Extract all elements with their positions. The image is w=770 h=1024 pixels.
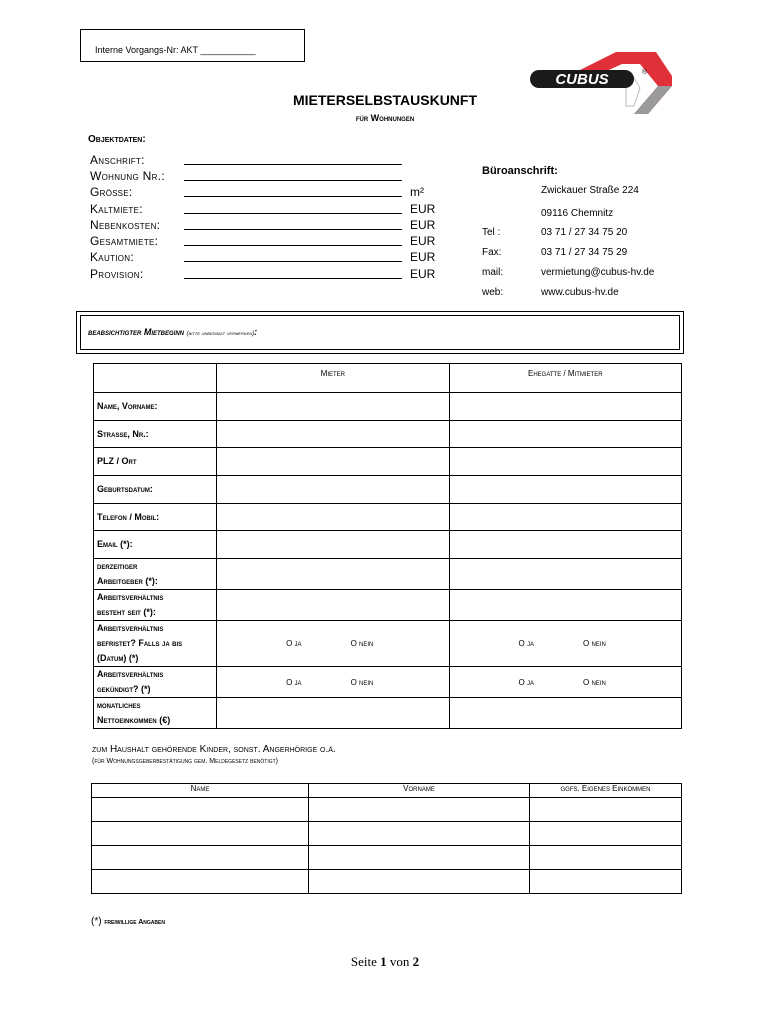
option-yes-tenant-limited[interactable]: O ja [286, 639, 302, 648]
cell-partner-employment-terminated [449, 667, 681, 698]
field-label-total-rent: Gesamtmiete: [90, 234, 159, 248]
object-section-heading: Objektdaten: [88, 134, 146, 145]
field-line-address[interactable] [184, 163, 402, 165]
row-label-limited-line3: (Datum) (*) [97, 653, 139, 663]
column-header-partner: Ehegatte / Mitmieter [449, 364, 681, 393]
cell-partner-birthdate[interactable] [449, 476, 681, 504]
footnote-mark: (*) [91, 916, 102, 927]
cell-tenant-email[interactable] [217, 531, 449, 559]
tenant-table-corner [94, 364, 217, 393]
cell-partner-employment-since[interactable] [449, 590, 681, 621]
office-street: Zwickauer Straße 224 [541, 185, 639, 196]
children-section-title: zum Haushalt gehörende Kinder, sonst. Angerhörige o.ä. [92, 744, 336, 755]
table-cell[interactable] [530, 798, 682, 822]
field-label-service-charges: Nebenkosten: [90, 218, 161, 232]
field-unit-size: m² [410, 185, 424, 199]
row-label-income-line2: Nettoeinkommen (€) [97, 715, 171, 725]
row-label-phone: Telefon / Mobil: [94, 504, 217, 531]
office-address-title: Büroanschrift: [482, 165, 558, 177]
row-label-income-line1: monatliches [97, 700, 141, 710]
cell-tenant-birthdate[interactable] [217, 476, 449, 504]
move-in-date-label [88, 327, 257, 337]
column-header-own-income: ggfs. Eigenes Einkommen [530, 784, 682, 798]
row-label-limited-line2: befristet? Falls ja bis [97, 638, 183, 648]
option-yes-tenant-terminated[interactable]: O ja [286, 677, 302, 687]
cell-partner-email[interactable] [449, 531, 681, 559]
field-line-apartment-number[interactable] [184, 179, 402, 181]
reference-number-label: Interne Vorgangs-Nr: AKT ___________ [95, 45, 256, 55]
office-city: 09116 Chemnitz [541, 208, 614, 219]
row-label-birthdate: Geburtsdatum: [94, 476, 217, 504]
field-unit-deposit: EUR [410, 250, 436, 264]
option-no-partner-terminated[interactable]: O nein [583, 677, 606, 687]
row-label-net-income [94, 698, 217, 729]
table-cell[interactable] [92, 798, 309, 822]
move-in-label-text: beabsichtigter Mietbeginn [88, 327, 185, 337]
cell-partner-phone[interactable] [449, 504, 681, 531]
office-fax-label: Fax: [482, 247, 502, 258]
row-label-employment-since [94, 590, 217, 621]
row-label-employment-limited [94, 621, 217, 667]
page-current: 1 [380, 954, 387, 969]
option-yes-partner-limited[interactable]: O ja [518, 639, 534, 648]
office-phone-value: 03 71 / 27 34 75 20 [541, 227, 628, 238]
field-line-service-charges[interactable] [184, 228, 402, 230]
row-label-since-line1: Arbeitsverhältnis [97, 592, 164, 602]
page-number [0, 954, 770, 970]
cell-tenant-phone[interactable] [217, 504, 449, 531]
table-cell[interactable] [92, 846, 309, 870]
field-unit-commission: EUR [410, 267, 436, 281]
cell-tenant-street[interactable] [217, 421, 449, 448]
voluntary-footnote [91, 916, 165, 927]
cell-tenant-net-income[interactable] [217, 698, 449, 729]
row-label-street: Straße, Nr.: [94, 421, 217, 448]
office-web-value[interactable]: www.cubus-hv.de [541, 287, 619, 298]
cell-partner-name[interactable] [449, 393, 681, 421]
column-header-firstname: Vorname [309, 784, 530, 798]
table-cell[interactable] [530, 846, 682, 870]
children-section-note: (für Wohnungsgeberbestätigung gem. Meldegesetz benötigt) [92, 758, 279, 765]
table-cell[interactable] [309, 798, 530, 822]
row-label-limited-line1: Arbeitsverhältnis [97, 623, 164, 633]
field-label-size: Größe: [90, 185, 133, 199]
cell-partner-street[interactable] [449, 421, 681, 448]
office-web-label: web: [482, 287, 504, 298]
row-label-email: Email (*): [94, 531, 217, 559]
reference-number-box [80, 29, 305, 62]
cell-partner-employer[interactable] [449, 559, 681, 590]
field-line-size[interactable] [184, 195, 402, 197]
field-unit-total-rent: EUR [410, 234, 436, 248]
field-line-base-rent[interactable] [184, 212, 402, 214]
option-no-tenant-terminated[interactable]: O nein [350, 677, 374, 687]
tenant-data-table [93, 363, 682, 729]
logo-text: CUBUS [555, 71, 609, 88]
row-label-city: PLZ / Ort [94, 448, 217, 476]
cell-tenant-employment-limited [217, 621, 449, 667]
cell-partner-city[interactable] [449, 448, 681, 476]
page-total: 2 [412, 954, 420, 969]
table-cell[interactable] [92, 870, 309, 894]
table-cell[interactable] [309, 870, 530, 894]
option-no-partner-limited[interactable]: O nein [583, 639, 606, 648]
cell-partner-net-income[interactable] [449, 698, 681, 729]
office-fax-value: 03 71 / 27 34 75 29 [541, 247, 628, 258]
row-label-employer-line2: Arbeitgeber (*): [97, 576, 158, 586]
field-label-commission: Provision: [90, 267, 144, 281]
office-phone-label: Tel : [482, 227, 501, 238]
option-no-tenant-limited[interactable]: O nein [350, 639, 374, 648]
field-line-total-rent[interactable] [184, 244, 402, 246]
table-cell[interactable] [309, 822, 530, 846]
move-in-label-colon: : [254, 327, 258, 337]
office-mail-value[interactable]: vermietung@cubus-hv.de [541, 267, 655, 278]
row-label-employment-terminated [94, 667, 217, 698]
table-cell[interactable] [92, 822, 309, 846]
table-cell[interactable] [309, 846, 530, 870]
cell-tenant-employer[interactable] [217, 559, 449, 590]
page-prefix: Seite [350, 954, 377, 969]
cell-tenant-name[interactable] [217, 393, 449, 421]
document-subtitle: für Wohnungen [355, 113, 415, 123]
field-label-apartment-number: Wohnung Nr.: [90, 169, 165, 183]
cell-tenant-city[interactable] [217, 448, 449, 476]
table-cell[interactable] [530, 870, 682, 894]
row-label-terminated-line1: Arbeitsverhältnis [97, 669, 164, 679]
row-label-name: Name, Vorname: [94, 393, 217, 421]
document-title: MIETERSELBSTAUSKUNFT [292, 92, 478, 108]
logo-registered-mark: ® [642, 69, 648, 76]
field-label-deposit: Kaution: [90, 250, 134, 264]
option-yes-partner-terminated[interactable]: O ja [518, 677, 534, 687]
row-label-employer-line1: derzeitiger [97, 561, 138, 571]
field-line-deposit[interactable] [184, 260, 402, 262]
field-unit-base-rent: EUR [410, 202, 436, 216]
table-cell[interactable] [530, 822, 682, 846]
column-header-name: Name [92, 784, 309, 798]
column-header-tenant: Mieter [217, 364, 449, 393]
cell-partner-employment-limited [449, 621, 681, 667]
row-label-employer [94, 559, 217, 590]
row-label-terminated-line2: gekündigt? (*) [97, 684, 151, 694]
field-unit-service-charges: EUR [410, 218, 436, 232]
office-mail-label: mail: [482, 267, 504, 278]
field-line-commission[interactable] [184, 277, 402, 279]
cell-tenant-employment-since[interactable] [217, 590, 449, 621]
field-label-address: Anschrift: [90, 153, 145, 167]
page-middle: von [389, 954, 410, 969]
footnote-text: freiwillige Angaben [104, 919, 165, 926]
household-members-table [91, 783, 682, 894]
cell-tenant-employment-terminated [217, 667, 449, 698]
row-label-since-line2: besteht seit (*): [97, 607, 156, 617]
field-label-base-rent: Kaltmiete: [90, 202, 143, 216]
move-in-label-note: (bitte unbedingt vermerken) [186, 331, 255, 337]
